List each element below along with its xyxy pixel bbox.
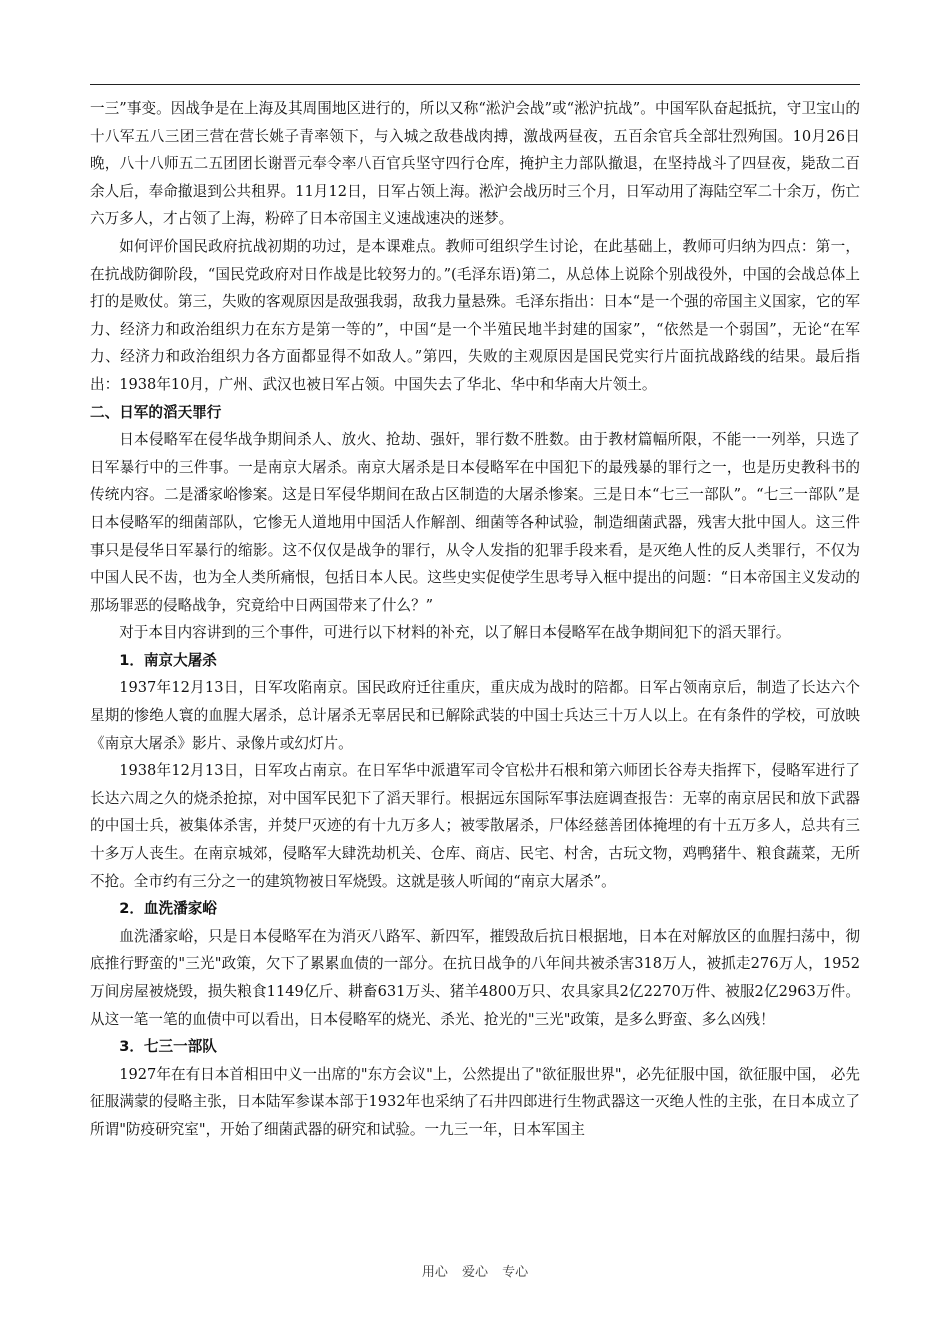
paragraph-nanjing-2: 1938年12月13日，日军攻占南京。在日军华中派遣军司令官松井石根和第六师团长谷寿夫指挥下，侵略军进行了长达六周之久的烧杀抢掠，对中国军民犯下了滔天罪行。根据远东国际军事法庭调查报告：无辜的南京居民和放下武器的中国士兵，被集体杀害，并焚尸灭迹的有十九万多人；被零散屠杀，尸体经慈善团体掩埋的有十五万多人，总共有三十多万人丧生。在南京城郊，侵略军大肆洗劫机关、仓库、商店、民宅、村舍，古玩文物，鸡鸭猪牛、粮食蔬菜，无所不抢。全市约有三分之一的建筑物被日军烧毁。这就是骇人听闻的“南京大屠杀”。 [90,762,860,890]
document-body [90,95,860,1144]
paragraph-atrocities-intro: 日本侵略军在侵华战争期间杀人、放火、抢劫、强奸，罪行数不胜数。由于教材篇幅所限，不能一一列举，只选了日军暴行中的三件事。一是南京大屠杀。南京大屠杀是日本侵略军在中国犯下的最残暴的罪行之一，也是历史教科书的传统内容。二是潘家峪惨案。这是日军侵华期间在敌占区制造的大屠杀惨案。三是日本“七三一部队”。“七三一部队”是日本侵略军的细菌部队，它惨无人道地用中国活人作解剖、细菌等各种试验，制造细菌武器，残害大批中国人。这三件事只是侵华日军暴行的缩影。这不仅仅是战争的罪行，从令人发指的犯罪手段来看，是灭绝人性的反人类罪行，不仅为中国人民不齿，也为全人类所痛恨，包括日本人民。这些史实促使学生思考导入框中提出的问题：“日本帝国主义发动的那场罪恶的侵略战争，究竟给中日两国带来了什么？” [90,431,860,614]
paragraph-evaluation: 如何评价国民政府抗战初期的功过，是本课难点。教师可组织学生讨论，在此基础上，教师可归纳为四点：第一，在抗战防御阶段，“国民党政府对日作战是比较努力的。”(毛泽东语)第二，从总体上说除个别战役外，中国的会战总体上打的是败仗。第三，失败的客观原因是敌强我弱，敌我力量悬殊。毛泽东指出：日本“是一个强的帝国主义国家，它的军力、经济力和政治组织力在东方是第一等的”，中国“是一个半殖民地半封建的国家”，“依然是一个弱国”，无论“在军力、经济力和政治组织力各方面都显得不如敌人。”第四，失败的主观原因是国民党实行片面抗战路线的结果。最后指出：1938年10月，广州、武汉也被日军占领。中国失去了华北、华中和华南大片领土。 [90,237,860,393]
page-footer: 用心 爱心 专心 [421,1265,529,1280]
header-rule [90,84,860,85]
paragraph-songhu-battle: 一三”事变。因战争是在上海及其周围地区进行的，所以又称“淞沪会战”或“淞沪抗战”。中国军队奋起抵抗，守卫宝山的十八军五八三团三营在营长姚子青率领下，与入城之敌巷战肉搏，激战两昼夜，五百余官兵全部壮烈殉国。10月26日晚，八十八师五二五团团长谢晋元奉令率八百官兵坚守四行仓库，掩护主力部队撤退，在坚持战斗了四昼夜，毙敌二百余人后，奉命撤退到公共租界。11月12日，日军占领上海。淞沪会战历时三个月，日军动用了海陆空军二十余万，伤亡六万多人，才占领了上海，粉碎了日本帝国主义速战速决的迷梦。 [90,100,860,228]
paragraph-panjiayu: 血洗潘家峪，只是日本侵略军在为消灭八路军、新四军，摧毁敌后抗日根据地，日本在对解放区的血腥扫荡中，彻底推行野蛮的"三光"政策，欠下了累累血债的一部分。在抗日战争的八年间共被杀害318万人，被抓走276万人，1952万间房屋被烧毁，损失粮食1149亿斤、耕畜631万头、猪羊4800万只、农具家具2亿2270万件、被服2亿2963万件。从这一笔一笔的血债中可以看出，日本侵略军的烧光、杀光、抢光的"三光"政策，是多么野蛮、多么凶残！ [90,927,860,1028]
subheading-panjiayu: 2．血洗潘家峪 [119,900,217,918]
paragraph-nanjing-1: 1937年12月13日，日军攻陷南京。国民政府迁往重庆，重庆成为战时的陪都。日军占领南京后，制造了长达六个星期的惨绝人寰的血腥大屠杀，总计屠杀无辜居民和已解除武装的中国士兵达三十万人以上。在有条件的学校，可放映《南京大屠杀》影片、录像片或幻灯片。 [90,679,860,752]
paragraph-unit-731: 1927年在有日本首相田中义一出席的"东方会议"上，公然提出了"欲征服世界"，必先征服中国，欲征服中国， 必先征服满蒙的侵略主张，日本陆军参谋本部于1932年也采纳了石井四郎进行生物武器这一灭绝人性的主张，在日本成立了所谓"防疫研究室"，开始了细菌武器的研究和试验。一九三一年，日本军国主 [90,1065,860,1138]
paragraph-supplement-note: 对于本目内容讲到的三个事件，可进行以下材料的补充，以了解日本侵略军在战争期间犯下的滔天罪行。 [119,624,791,642]
section-heading-atrocities: 二、日军的滔天罪行 [90,403,222,421]
subheading-nanjing: 1．南京大屠杀 [119,651,217,669]
subheading-unit-731: 3．七三一部队 [119,1038,217,1056]
